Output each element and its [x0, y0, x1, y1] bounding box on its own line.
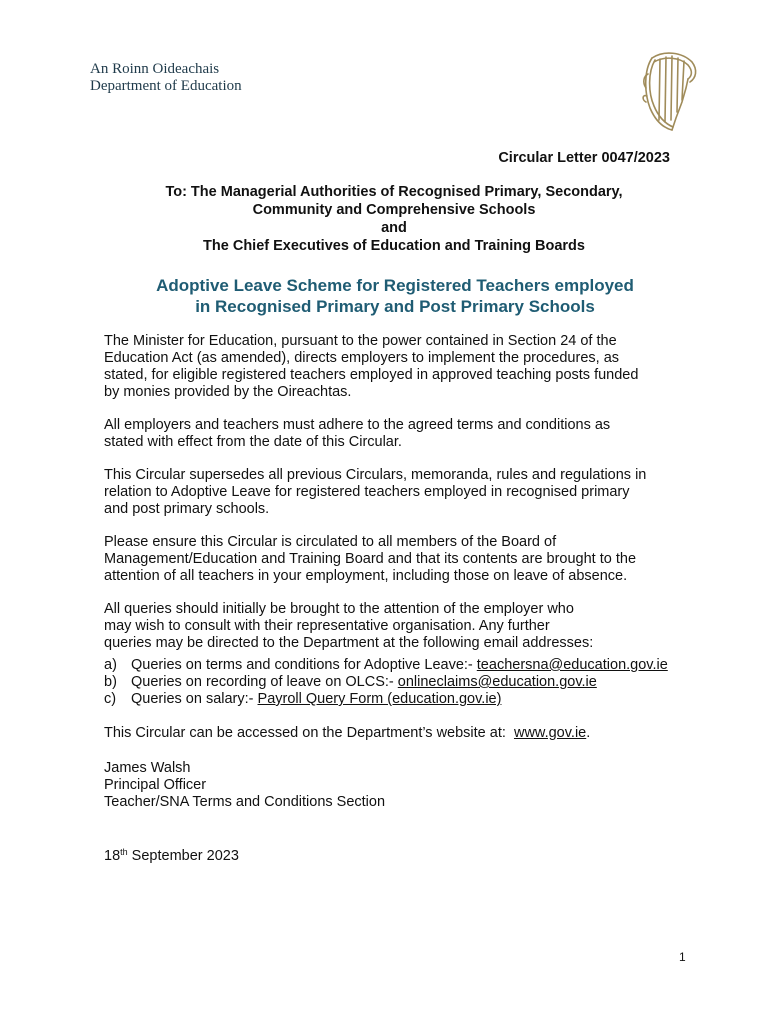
- paragraph-queries: [104, 601, 724, 652]
- query-description: Queries on terms and conditions for Adoptive Leave:-: [131, 657, 473, 673]
- list-marker: a): [104, 657, 117, 673]
- text-line: by monies provided by the Oireachtas.: [104, 384, 352, 400]
- onlineclaims-email-link[interactable]: onlineclaims@education.gov.ie: [397, 674, 597, 690]
- query-description: Queries on recording of leave on OLCS:-: [131, 674, 394, 690]
- text-line: attention of all teachers in your employment, including those on leave of absence.: [104, 568, 628, 584]
- text-line: All employers and teachers must adhere to the agreed terms and conditions as: [104, 417, 611, 433]
- document-title: [100, 275, 690, 317]
- circular-date: [104, 844, 724, 865]
- signatory-role: Principal Officer: [104, 777, 207, 793]
- department-logo: [90, 61, 242, 95]
- website-text-end: .: [586, 725, 591, 741]
- text-line: This Circular supersedes all previous Circulars, memoranda, rules and regulations in: [104, 467, 647, 483]
- date-month-year: September 2023: [127, 848, 239, 864]
- query-description: Queries on salary:-: [131, 691, 254, 707]
- paragraph-supersedes: [104, 467, 724, 518]
- text-line: stated with effect from the date of this Circular.: [104, 434, 402, 450]
- addressee-line: and: [381, 220, 407, 236]
- date-suffix: th: [120, 847, 128, 857]
- text-line: All queries should initially be brought to the attention of the employer who: [104, 601, 574, 617]
- addressee-line: Community and Comprehensive Schools: [252, 202, 536, 218]
- page-number: 1: [679, 950, 686, 964]
- list-marker: b): [104, 674, 117, 690]
- query-contact-list: [104, 657, 724, 708]
- list-marker: c): [104, 691, 117, 707]
- circular-number: Circular Letter 0047/2023: [498, 150, 670, 166]
- text-line: queries may be directed to the Department at the following email addresses:: [104, 635, 594, 651]
- list-item: [104, 674, 724, 691]
- date-day: 18: [104, 848, 121, 864]
- text-line: Education Act (as amended), directs employers to implement the procedures, as: [104, 350, 620, 366]
- list-item: [104, 657, 724, 674]
- text-line: relation to Adoptive Leave for registered teachers employed in recognised primary: [104, 484, 630, 500]
- addressee-line: To: The Managerial Authorities of Recognised Primary, Secondary,: [165, 184, 623, 200]
- title-line: in Recognised Primary and Post Primary Schools: [195, 297, 595, 316]
- paragraph-website: [104, 725, 724, 742]
- text-line: stated, for eligible registered teachers employed in approved teaching posts funded: [104, 367, 639, 383]
- text-line: Please ensure this Circular is circulated to all members of the Board of: [104, 534, 557, 550]
- list-item: [104, 691, 724, 708]
- circular-body: [104, 333, 724, 865]
- paragraph-adherence: [104, 417, 724, 451]
- gov-ie-website-link[interactable]: www.gov.ie: [513, 725, 587, 741]
- website-text: This Circular can be accessed on the Department’s website at:: [104, 725, 510, 741]
- title-line: Adoptive Leave Scheme for Registered Teachers employed: [156, 276, 634, 295]
- payroll-query-form-link[interactable]: Payroll Query Form (education.gov.ie): [257, 691, 502, 707]
- signatory-section: Teacher/SNA Terms and Conditions Section: [104, 794, 386, 810]
- paragraph-minister-directive: [104, 333, 724, 401]
- text-line: may wish to consult with their representative organisation. Any further: [104, 618, 550, 634]
- text-line: Management/Education and Training Board and that its contents are brought to the: [104, 551, 637, 567]
- addressees: [100, 183, 688, 255]
- signatory-name: James Walsh: [104, 760, 191, 776]
- department-name-irish: An Roinn Oideachais: [90, 61, 220, 77]
- paragraph-circulation: [104, 534, 724, 585]
- text-line: The Minister for Education, pursuant to the power contained in Section 24 of the: [104, 333, 617, 349]
- teachersna-email-link[interactable]: teachersna@education.gov.ie: [476, 657, 668, 673]
- signature-block: [104, 760, 724, 811]
- department-name-english: Department of Education: [90, 78, 242, 94]
- harp-crest-icon: [638, 48, 702, 134]
- addressee-line: The Chief Executives of Education and Training Boards: [203, 238, 585, 254]
- text-line: and post primary schools.: [104, 501, 270, 517]
